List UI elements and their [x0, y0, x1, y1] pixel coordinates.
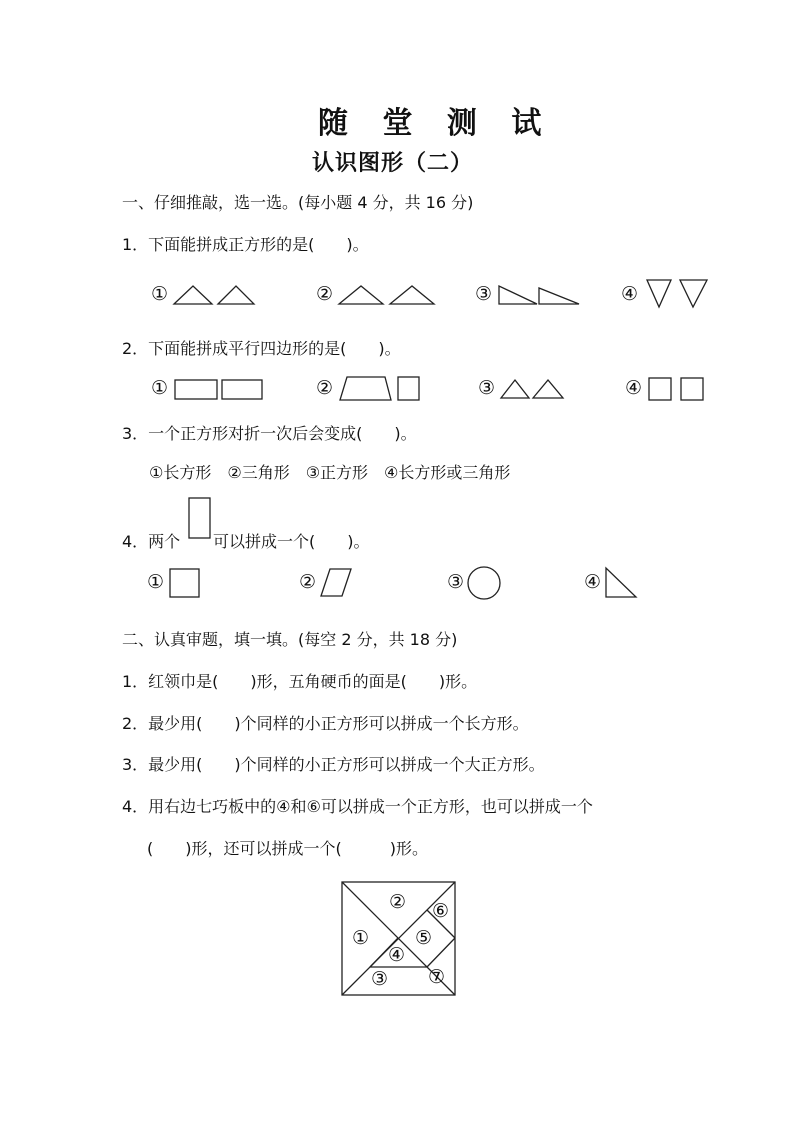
- tangram-label-1: ①: [352, 927, 370, 949]
- q3-text: 3．一个正方形对折一次后会变成( )。: [122, 424, 417, 443]
- q4-text-suffix: 可以拼成一个( )。: [213, 532, 370, 551]
- s2-q1-text: 1．红领巾是( )形，五角硬币的面是( )形。: [122, 672, 478, 691]
- q2-option-1-label: ①: [151, 377, 169, 399]
- q2-option-2-label: ②: [316, 377, 334, 399]
- q1-option-4-inverted-triangles-icon: [645, 278, 711, 310]
- q1-option-4-label: ④: [621, 283, 639, 305]
- q4-option-2-label: ②: [299, 571, 317, 593]
- q1-option-2-triangles-icon: [339, 284, 439, 306]
- page-subtitle: 认识图形（二）: [312, 151, 474, 176]
- s2-q3-text: 3．最少用( )个同样的小正方形可以拼成一个大正方形。: [122, 755, 545, 774]
- q2-option-2-trapezoid-square-icon: [339, 375, 423, 403]
- q1-option-2-label: ②: [316, 283, 334, 305]
- q4-tall-rectangle-icon: [187, 496, 213, 542]
- q4-option-4-right-triangle-icon: [604, 566, 640, 600]
- tangram-label-6: ⑥: [432, 900, 450, 922]
- section2-heading: 二、认真审题，填一填。(每空 2 分，共 18 分): [122, 630, 458, 649]
- page-title: 随 堂 测 试: [318, 106, 554, 141]
- tangram-label-3: ③: [371, 968, 389, 990]
- q2-option-3-label: ③: [478, 377, 496, 399]
- q2-text: 2．下面能拼成平行四边形的是( )。: [122, 339, 401, 358]
- s2-q2-text: 2．最少用( )个同样的小正方形可以拼成一个长方形。: [122, 714, 529, 733]
- q1-option-3-right-triangles-icon: [497, 284, 585, 306]
- tangram-label-7: ⑦: [428, 966, 446, 988]
- s2-q4-text-line1: 4．用右边七巧板中的④和⑥可以拼成一个正方形，也可以拼成一个: [122, 797, 593, 816]
- q2-option-3-triangles-icon: [500, 378, 568, 402]
- q3-choices: ①长方形 ②三角形 ③正方形 ④长方形或三角形: [149, 463, 511, 482]
- q1-option-3-label: ③: [475, 283, 493, 305]
- q4-text-prefix: 4．两个: [122, 532, 181, 551]
- q2-option-4-label: ④: [625, 377, 643, 399]
- q2-option-1-rectangles-icon: [174, 378, 266, 402]
- q4-option-1-label: ①: [147, 571, 165, 593]
- q1-option-1-label: ①: [151, 283, 169, 305]
- q4-option-1-square-icon: [169, 567, 203, 599]
- s2-q4-text-line2: ( )形，还可以拼成一个( )形。: [147, 839, 428, 858]
- q4-option-4-label: ④: [584, 571, 602, 593]
- tangram-label-2: ②: [389, 891, 407, 913]
- section1-heading: 一、仔细推敲，选一选。(每小题 4 分，共 16 分): [122, 193, 474, 212]
- q4-option-3-circle-icon: [467, 566, 503, 602]
- tangram-label-5: ⑤: [415, 927, 433, 949]
- q4-option-2-parallelogram-icon: [320, 567, 354, 599]
- q4-option-3-label: ③: [447, 571, 465, 593]
- q1-text: 1．下面能拼成正方形的是( )。: [122, 235, 369, 254]
- q1-option-1-triangles-icon: [174, 284, 258, 306]
- tangram-label-4: ④: [388, 944, 406, 966]
- q2-option-4-squares-icon: [648, 376, 708, 402]
